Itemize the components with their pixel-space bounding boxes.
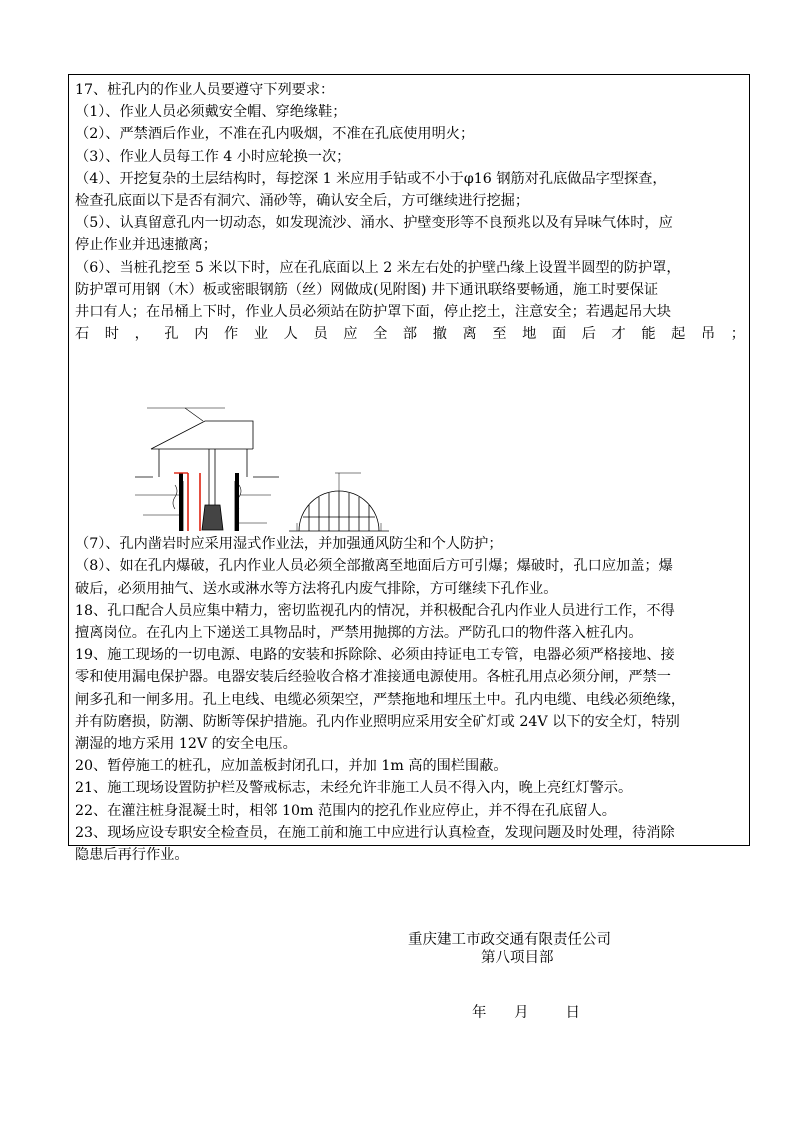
text-line: （3）、作业人员每工作 4 小时应轮换一次；: [75, 148, 351, 165]
date-line: 年 月 日: [472, 1005, 581, 1021]
text-line: 防护罩可用钢（木）板或密眼钢筋（丝）网做成(见附图) 井下通讯联络要畅通，施工时要保证: [75, 281, 659, 298]
text-line: （7）、孔内凿岩时应采用湿式作业法，并加强通风防尘和个人防护；: [75, 536, 503, 553]
text-line: 潮湿的地方采用 12V 的安全电压。: [75, 735, 297, 752]
company-name: 重庆建工市政交通有限责任公司: [408, 932, 611, 948]
text-line: 17、桩孔内的作业人员要遵守下列要求：: [75, 82, 335, 98]
pile-protective-cover-diagram: [75, 345, 745, 533]
text-line: （4）、开挖复杂的土层结构时，每挖深 1 米应用手钻或不小于φ16 钢筋对孔底做品字型探查，: [75, 170, 667, 187]
content-table-cell: [68, 74, 750, 863]
text-line: （6）、当桩孔挖至 5 米以下时，应在孔底面以上 2 米左右处的护壁凸缘上设置半圆型的防护罩，: [75, 259, 681, 276]
text-line-justified: 石时，孔内作业人员应全部撤离至地面后才能起吊；: [75, 326, 745, 343]
text-line: 擅离岗位。在孔内上下递送工具物品时，严禁用抛掷的方法。严防孔口的物件落入桩孔内。: [75, 625, 643, 641]
figure-area: [75, 345, 745, 533]
text-line: 检查孔底面以下是否有洞穴、涌砂等，确认安全后，方可继续进行挖掘；: [75, 192, 530, 209]
text-line: 22、在灌注桩身混凝土时，相邻 10m 范围内的挖孔作业应停止，并不得在孔底留人。: [75, 802, 616, 819]
text-line: （8）、如在孔内爆破，孔内作业人员必须全部撤离至地面后方可引爆；爆破时，孔口应加盖；爆: [75, 558, 673, 575]
text-line: 18、孔口配合人员应集中精力，密切监视孔内的情况，并积极配合孔内作业人员进行工作，不得: [75, 602, 675, 619]
department-name: 第八项目部: [481, 950, 554, 966]
text-line: 并有防磨损，防潮、防断等保护措施。孔内作业照明应采用安全矿灯或 24V 以下的安全灯，特别: [75, 713, 680, 730]
shaft-section-figure: [135, 408, 279, 531]
text-line: 零和使用漏电保护器。电器安装后经验收合格才准接通电源使用。各桩孔用点必须分闸，严禁一: [75, 669, 671, 686]
text-line: 停止作业并迅速撤离；: [75, 237, 217, 254]
text-line: （1）、作业人员必须戴安全帽、穿绝缘鞋；: [75, 104, 347, 121]
text-line: 隐患后再行作业。: [75, 846, 189, 863]
text-line: 21、施工现场设置防护栏及警戒标志，未经允许非施工人员不得入内，晚上亮红灯警示。: [75, 780, 633, 797]
safety-requirements-text: [75, 79, 745, 866]
text-line: 闸多孔和一闸多用。孔上电线、电缆必须架空，严禁拖地和埋压土中。孔内电缆、电线必须绝缘，: [75, 691, 686, 708]
text-line: 23、现场应设专职安全检查员，在施工前和施工中应进行认真检查，发现问题及时处理，待消除: [75, 824, 675, 841]
text-line: 破后，必须用抽气、送水或淋水等方法将孔内废气排除，方可继续下孔作业。: [75, 580, 558, 597]
text-line: 井口有人；在吊桶上下时，作业人员必须站在防护罩下面，停止挖土，注意安全；若遇起吊大块: [75, 303, 671, 320]
text-line: （2）、严禁酒后作业，不准在孔内吸烟，不准在孔底使用明火；: [75, 126, 475, 143]
text-line: （5）、认真留意孔内一切动态，如发现流沙、涌水、护壁变形等不良预兆以及有异味气体时，应: [75, 215, 673, 232]
semicircular-cover-figure: [289, 473, 389, 531]
text-line: 20、暂停施工的桩孔，应加盖板封闭孔口，并加 1m 高的围栏围蔽。: [75, 758, 508, 775]
text-line: 19、施工现场的一切电源、电路的安装和拆除除、必须由持证电工专管，电器必须严格接地、接: [75, 647, 675, 664]
